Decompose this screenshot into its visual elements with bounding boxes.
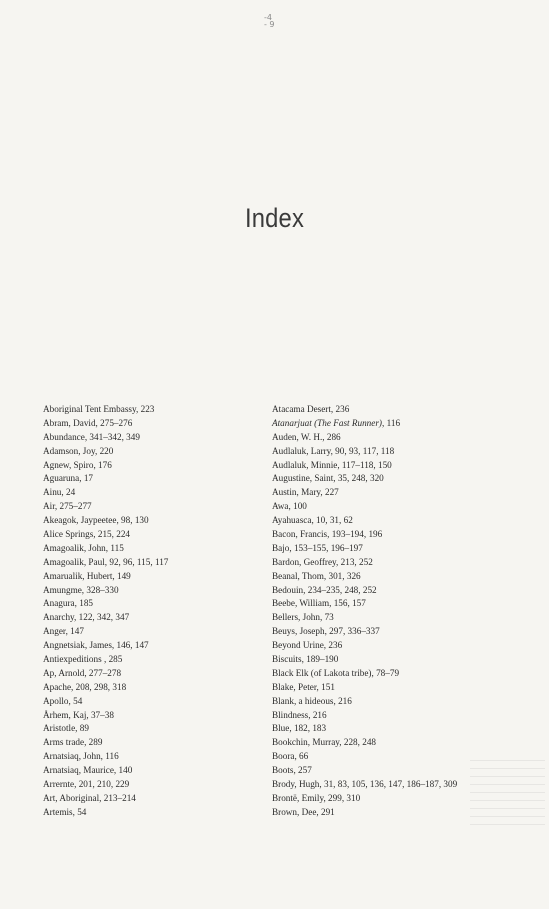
index-entry: Arrernte, 201, 210, 229	[43, 779, 130, 790]
index-entry: Apollo, 54	[43, 695, 83, 706]
index-entry: Amungme, 328–330	[43, 584, 119, 595]
index-entry: Brody, Hugh, 31, 83, 105, 136, 147, 186–187, 309	[272, 779, 458, 790]
index-entry: Awa, 100	[272, 501, 307, 512]
index-entry: Alice Springs, 215, 224	[43, 529, 131, 540]
index-entry: Ap, Arnold, 277–278	[43, 667, 122, 678]
index-entry: Adamson, Joy, 220	[43, 445, 114, 456]
index-entry: Beebe, William, 156, 157	[272, 598, 366, 609]
index-entry-pages: , 116	[382, 417, 401, 428]
index-entry: Biscuits, 189–190	[272, 654, 339, 665]
page-title: Index	[244, 203, 305, 233]
index-entry: Audlaluk, Larry, 90, 93, 117, 118	[272, 445, 395, 456]
index-entry: Art, Aboriginal, 213–214	[43, 792, 136, 803]
index-entry: Bajo, 153–155, 196–197	[272, 542, 363, 553]
index-entry: Beuys, Joseph, 297, 336–337	[272, 626, 380, 637]
index-entry: Amagoalik, Paul, 92, 96, 115, 117	[43, 556, 169, 567]
index-entry: Anagura, 185	[43, 598, 94, 609]
index-entry: Antiexpeditions , 285	[43, 654, 123, 665]
index-entry: Aguaruna, 17	[43, 473, 94, 484]
index-entry: Abundance, 341–342, 349	[43, 431, 140, 442]
page-mark: -4 - 9	[264, 13, 275, 29]
index-entry: Amagoalik, John, 115	[43, 542, 124, 553]
index-entry: Anarchy, 122, 342, 347	[43, 612, 130, 623]
index-entry: Aboriginal Tent Embassy, 223	[43, 404, 155, 414]
index-entry: Austin, Mary, 227	[272, 487, 339, 498]
index-entry: Blank, a hideous, 216	[272, 695, 352, 706]
index-entry: Akeagok, Jaypeetee, 98, 130	[43, 515, 149, 526]
index-entry: Audlaluk, Minnie, 117–118, 150	[272, 459, 392, 470]
index-entry-italic-title: Atanarjuat (The Fast Runner)	[272, 417, 382, 428]
index-entry: Brontë, Emily, 299, 310	[272, 792, 361, 803]
index-entry: Bellers, John, 73	[272, 612, 334, 623]
index-entry: Blue, 182, 183	[272, 723, 327, 734]
index-entry: Auden, W. H., 286	[272, 431, 341, 442]
index-entry: Ayahuasca, 10, 31, 62	[272, 515, 353, 526]
index-entry: Bedouin, 234–235, 248, 252	[272, 584, 377, 595]
index-entry: Brown, Dee, 291	[272, 806, 335, 817]
index-entry: Bacon, Francis, 193–194, 196	[272, 529, 383, 540]
show-through-text	[470, 755, 545, 825]
index-entry: Abram, David, 275–276	[43, 417, 133, 428]
index-column-left	[43, 403, 258, 820]
index-entry: Arnatsiaq, John, 116	[43, 751, 119, 762]
index-entry: Beyond Urine, 236	[272, 640, 343, 651]
index-entry: Apache, 208, 298, 318	[43, 681, 127, 692]
index-entry: Arms trade, 289	[43, 737, 103, 748]
index-entry: Blake, Peter, 151	[272, 681, 335, 692]
index-entry: Atacama Desert, 236	[272, 404, 350, 414]
index-entry: Blindness, 216	[272, 709, 327, 720]
index-entry: Arnatsiaq, Maurice, 140	[43, 765, 133, 776]
index-entry: Beanal, Thom, 301, 326	[272, 570, 361, 581]
index-entry	[272, 417, 537, 431]
index-entry: Black Elk (of Lakota tribe), 78–79	[272, 667, 400, 678]
index-entry: Anger, 147	[43, 626, 84, 637]
index-entry: Angnetsiak, James, 146, 147	[43, 640, 149, 651]
index-entry: Agnew, Spiro, 176	[43, 459, 112, 470]
index-entry: Bookchin, Murray, 228, 248	[272, 737, 377, 748]
index-entry: Air, 275–277	[43, 501, 92, 512]
index-entry: Bardon, Geoffrey, 213, 252	[272, 556, 373, 567]
index-entry: Augustine, Saint, 35, 248, 320	[272, 473, 384, 484]
index-entry: Aristotle, 89	[43, 723, 89, 734]
index-entry: Boora, 66	[272, 751, 309, 762]
index-entry: Amarualik, Hubert, 149	[43, 570, 131, 581]
index-entry: Artemis, 54	[43, 806, 87, 817]
index-entry: Boots, 257	[272, 765, 312, 776]
index-entry: Århem, Kaj, 37–38	[43, 709, 114, 720]
index-entry: Ainu, 24	[43, 487, 76, 498]
